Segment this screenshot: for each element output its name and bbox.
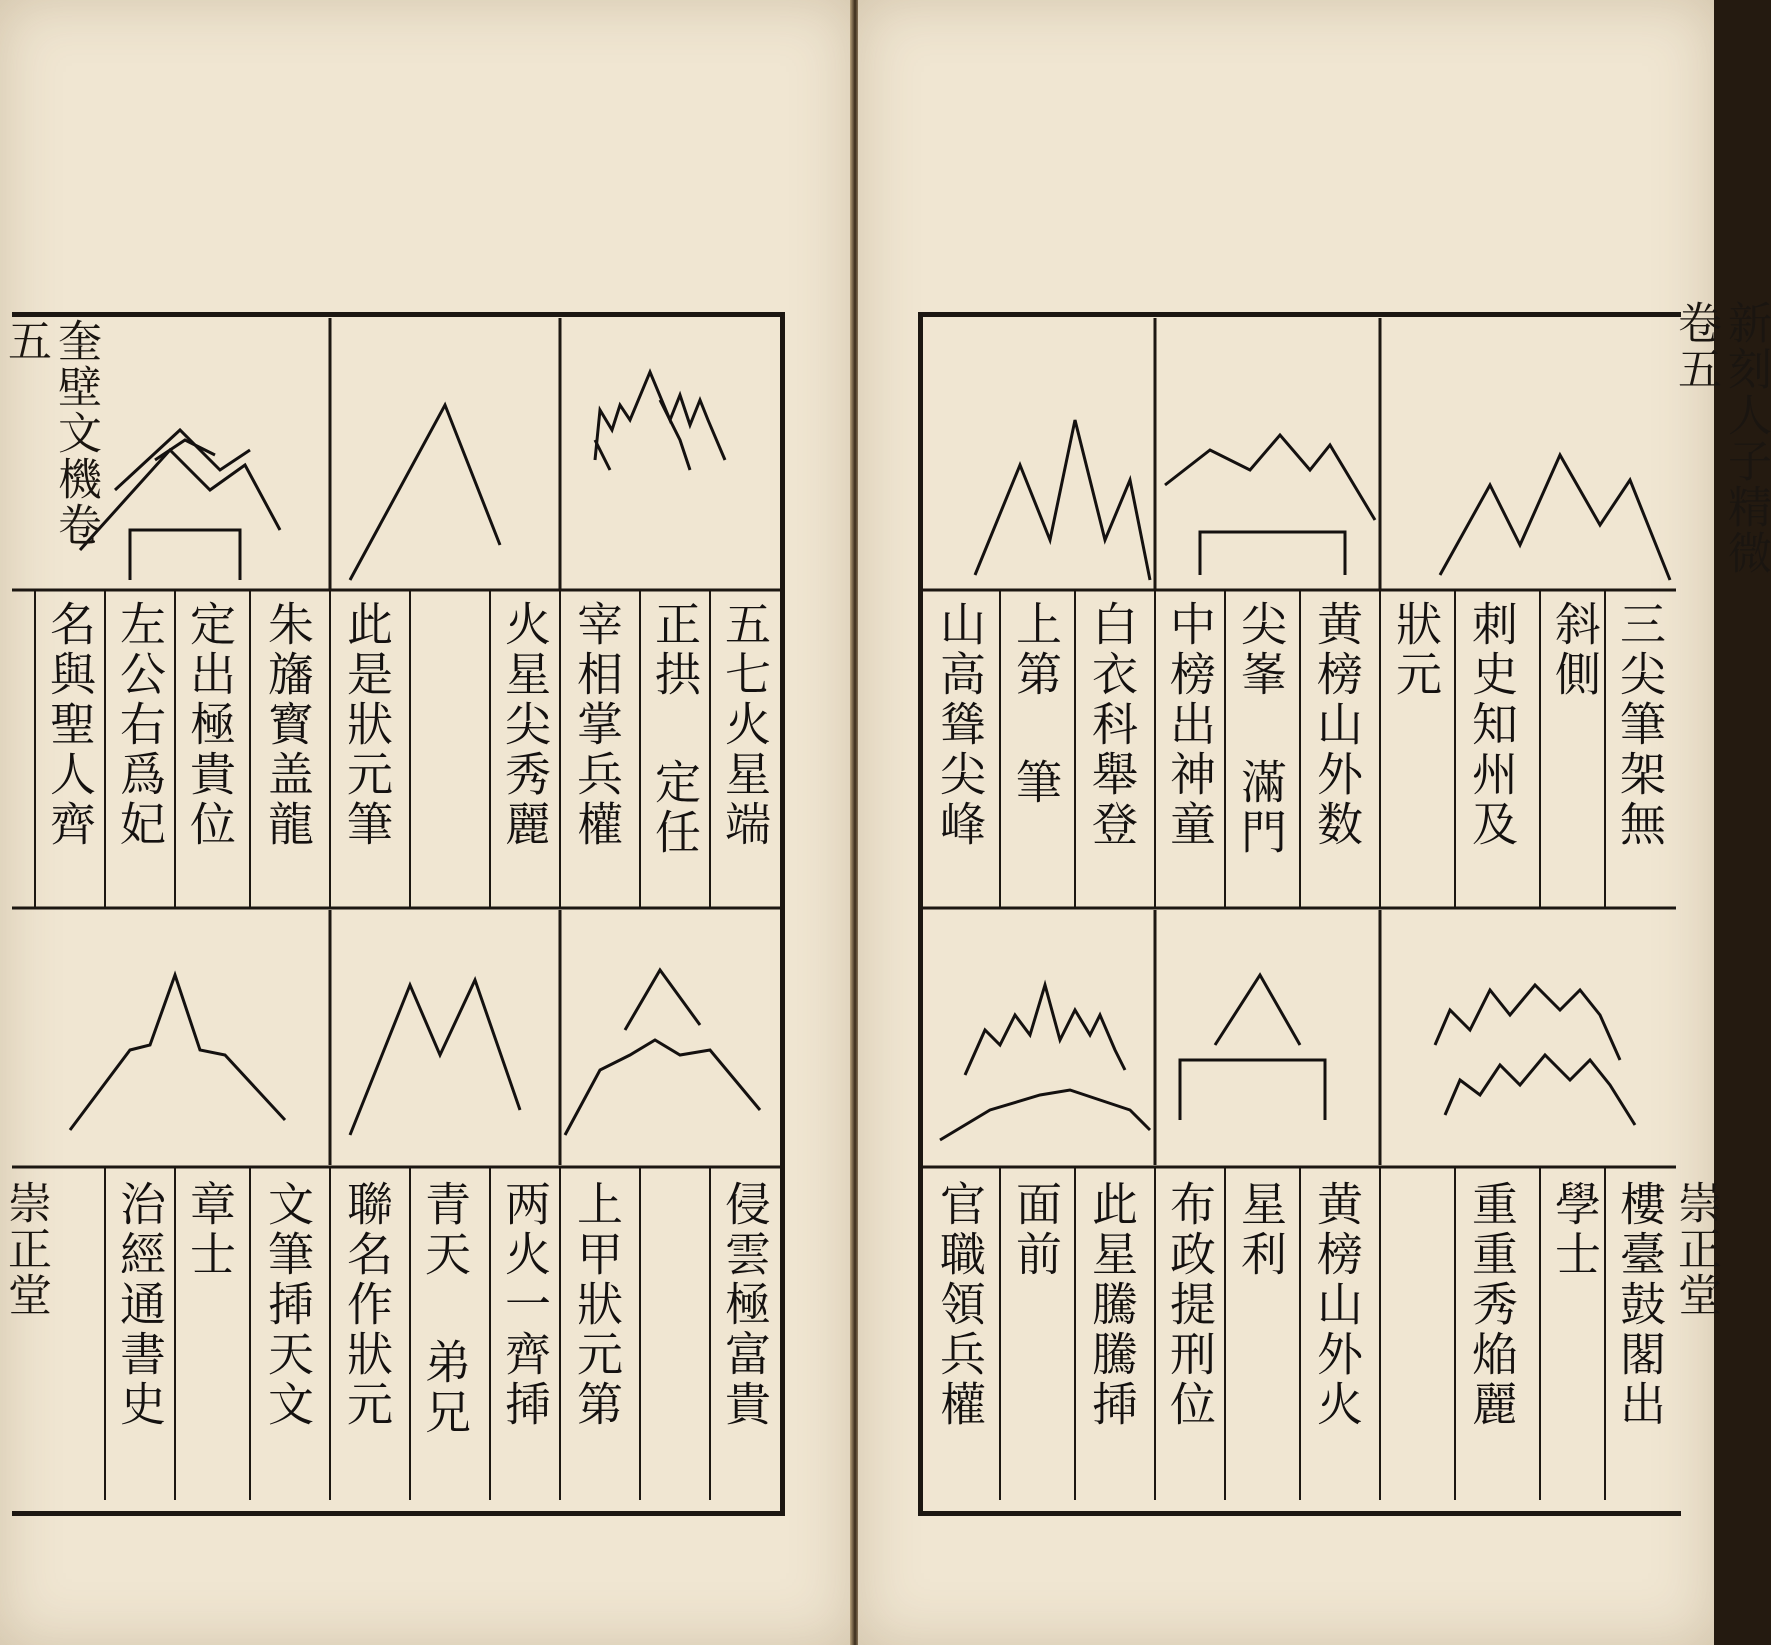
left-r1-col-6: 朱旛寳盖龍 — [261, 600, 315, 850]
right-side-title: 新刻人子精微卷五 — [1670, 300, 1771, 576]
canopy-peaks-icon — [80, 430, 280, 580]
right-r1-col-2: 斜側 — [1548, 600, 1602, 700]
left-r1-col-1: 五七火星端 — [718, 600, 772, 850]
left-r2-col-2: 上甲狀元第 — [570, 1180, 624, 1430]
left-r2-col-7: 章士 — [183, 1180, 237, 1280]
right-r1-col-6: 尖峯 滿門 — [1234, 600, 1288, 858]
left-r2-col-1: 侵雲極富貴 — [718, 1180, 772, 1430]
left-r1-col-3: 宰相掌兵權 — [570, 600, 624, 850]
left-r2-col-8: 治經通書史 — [113, 1180, 167, 1430]
right-r2-col-6: 布政提刑位 — [1163, 1180, 1217, 1430]
single-peak-icon — [350, 405, 500, 580]
rolling-hills-peak-icon — [565, 970, 760, 1135]
left-r1-col-2: 正拱 定任 — [648, 600, 702, 858]
left-r1-col-9: 名與聖人齊 — [43, 600, 97, 850]
left-r2-col-5: 聯名作狀元 — [340, 1180, 394, 1430]
right-r1-col-3: 刺史知州及 — [1465, 600, 1519, 850]
right-r1-col-10: 山高聳尖峰 — [933, 600, 987, 850]
left-r2-col-6: 文筆揷天文 — [261, 1180, 315, 1430]
right-r2-col-4: 黄榜山外火 — [1310, 1180, 1364, 1430]
right-r2-col-3: 重重秀焔麗 — [1465, 1180, 1519, 1430]
right-r1-col-7: 中榜出神童 — [1163, 600, 1217, 850]
fire-star-peaks-icon — [595, 372, 725, 470]
right-r1-col-8: 白衣科舉登 — [1085, 600, 1139, 850]
right-r2-col-1: 樓臺鼓閣出 — [1613, 1180, 1667, 1430]
right-r1-col-4: 狀元 — [1389, 600, 1443, 700]
right-r2-col-8: 面前 — [1009, 1180, 1063, 1280]
right-r1-col-5: 黄榜山外数 — [1310, 600, 1364, 850]
right-r2-col-2: 學士 — [1548, 1180, 1602, 1280]
twin-peaks-icon — [350, 980, 520, 1135]
shoulder-peak-icon — [70, 975, 285, 1130]
left-r1-col-8: 左公右爲妃 — [113, 600, 167, 850]
right-r2-col-5: 星利 — [1234, 1180, 1288, 1280]
left-r2-col-3: 两火一齊揷 — [498, 1180, 552, 1430]
right-r2-col-7: 此星騰騰揷 — [1085, 1180, 1139, 1430]
left-r1-col-4: 火星尖秀麗 — [498, 600, 552, 850]
right-r1-col-9: 上第 筆 — [1009, 600, 1063, 808]
right-r2-col-9: 官職領兵權 — [933, 1180, 987, 1430]
right-footer-side: 崇正堂 — [1670, 1180, 1721, 1318]
left-r2-col-4: 青天 弟兄 — [418, 1180, 472, 1438]
right-page-frame — [918, 312, 1681, 1516]
right-r1-col-1: 三尖筆架無 — [1613, 600, 1667, 850]
left-footer-side: 崇正堂 — [0, 1180, 51, 1318]
left-r1-col-5: 此是狀元筆 — [340, 600, 394, 850]
left-r1-col-7: 定出極貴位 — [183, 600, 237, 850]
left-side-title: 奎壁文機卷五 — [0, 318, 101, 548]
